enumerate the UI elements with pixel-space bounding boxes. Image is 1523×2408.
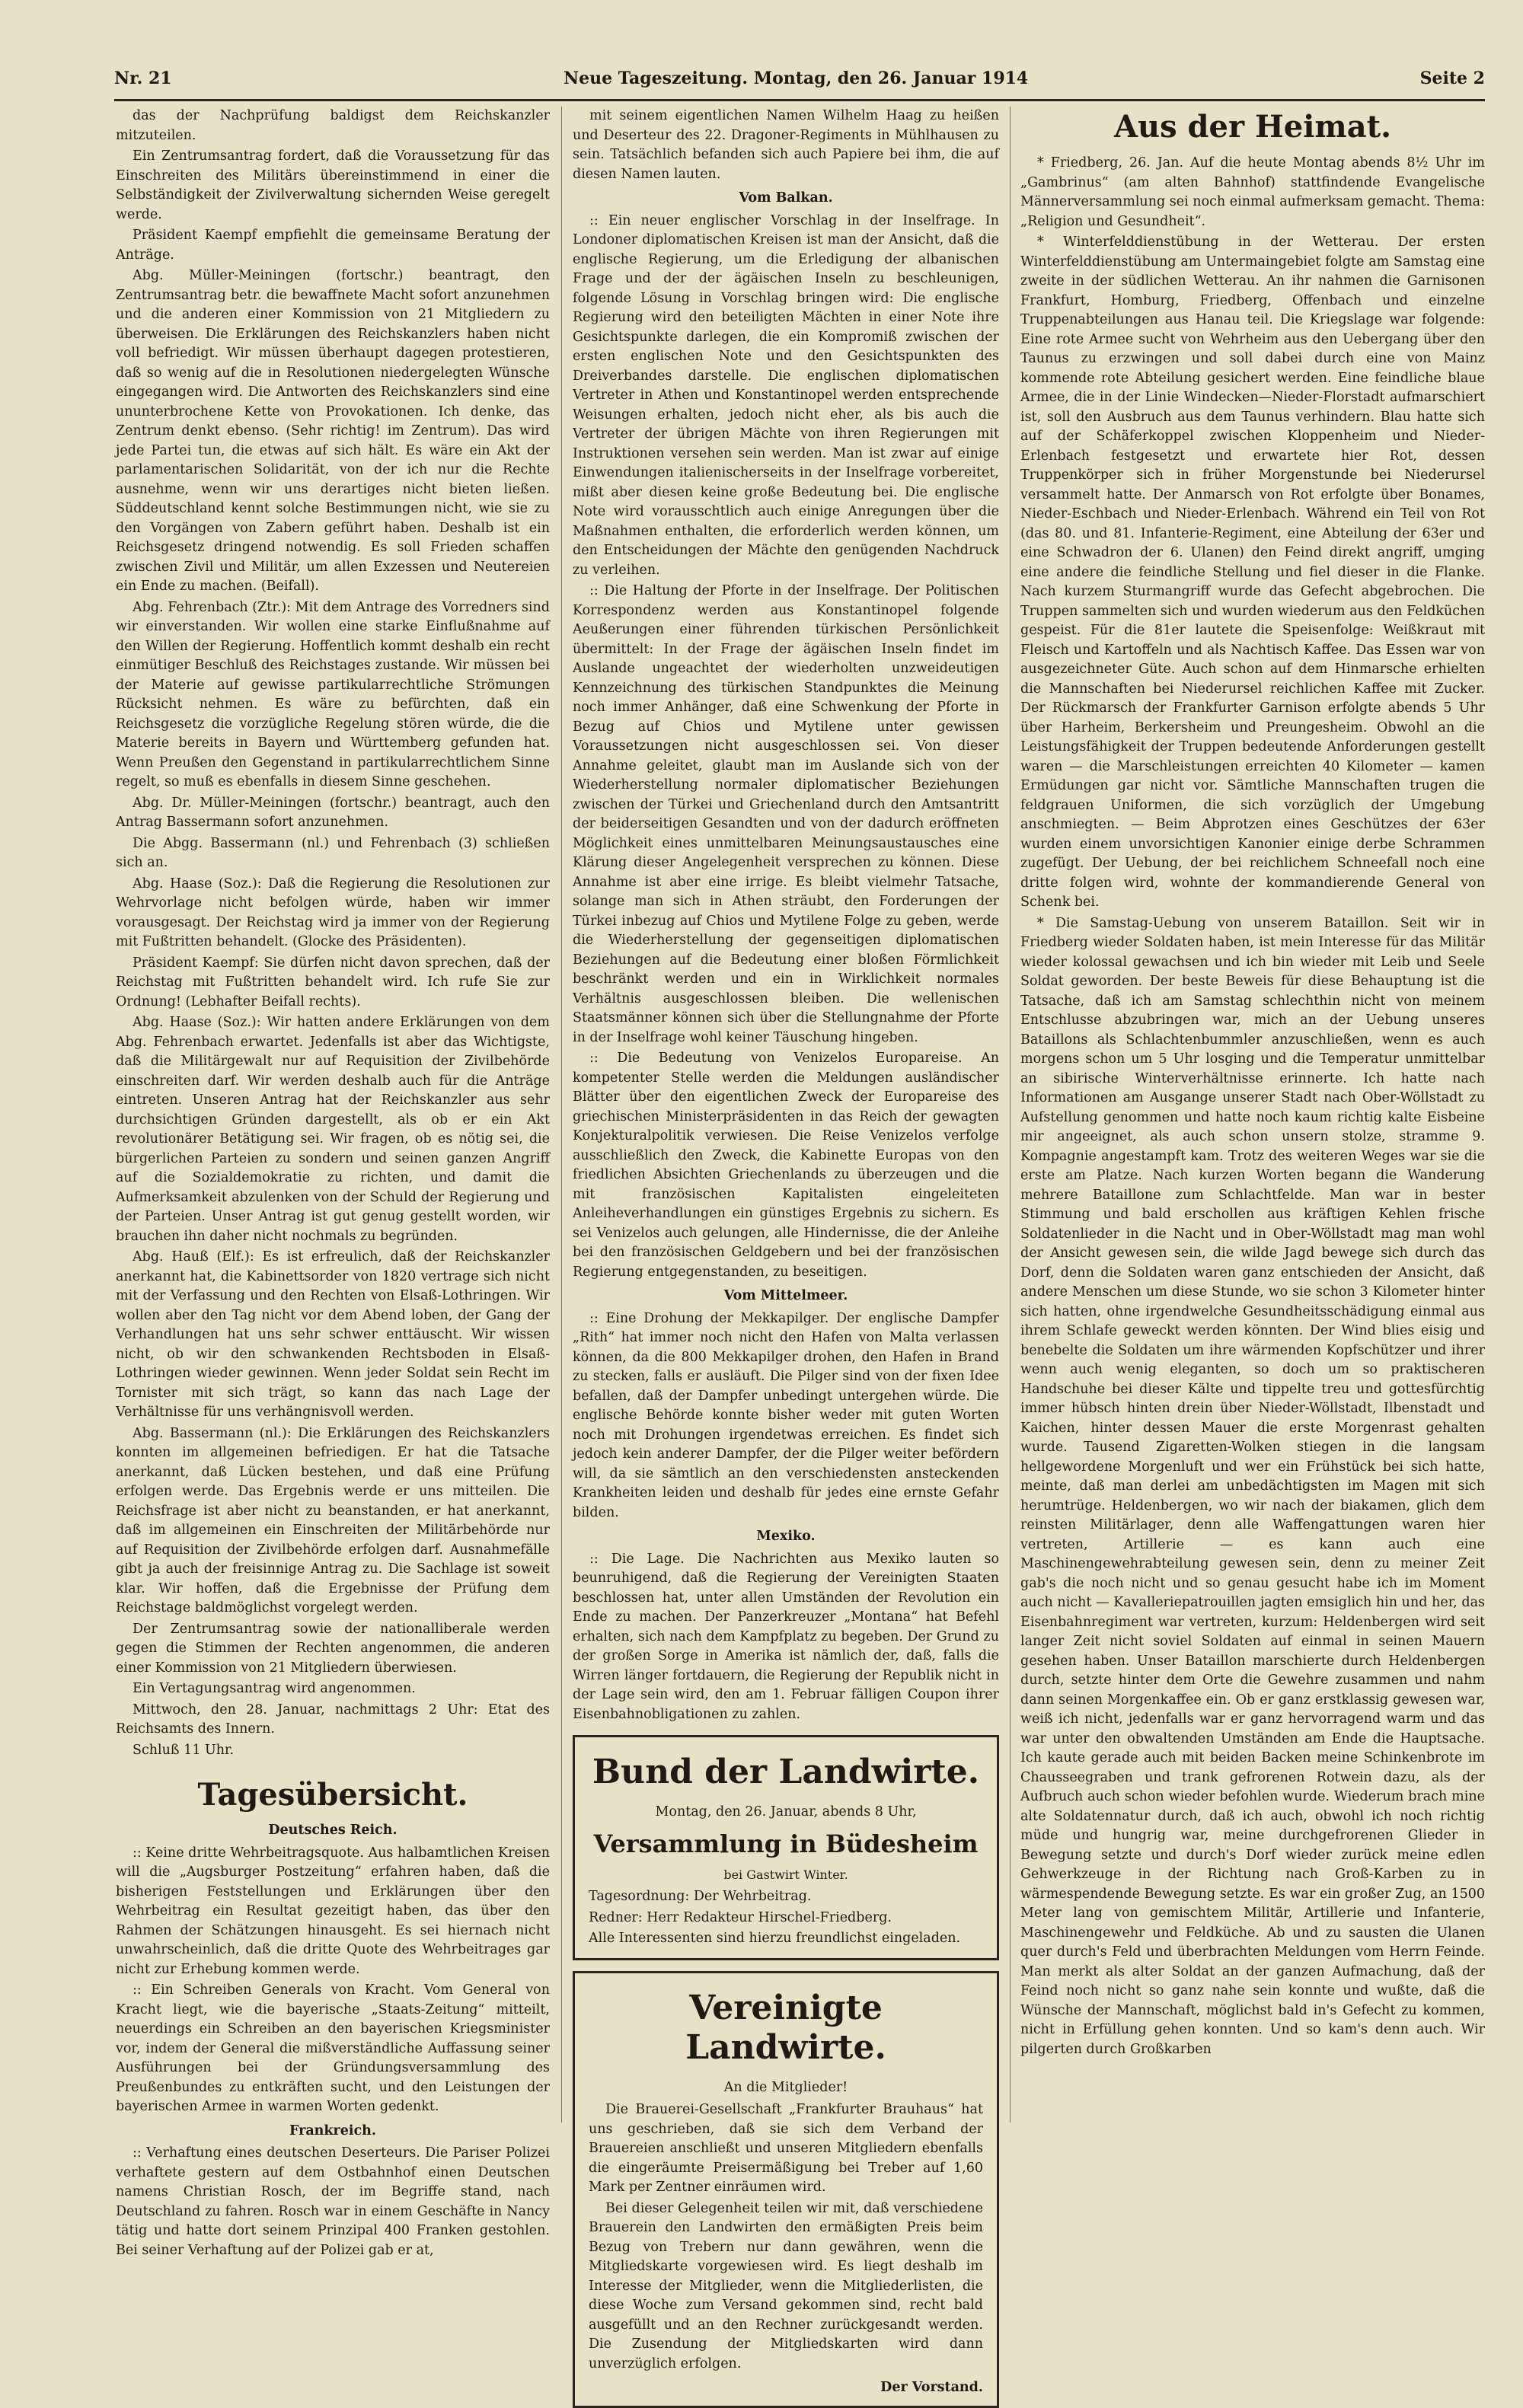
column-divider <box>1010 107 1011 2123</box>
paragraph: :: Die Bedeutung von Venizelos Europareise. An kompetenter Stelle werden die Meldungen ausländischer Blätter über den eigentlichen Zweck der Europareise des griechischen Ministerpräsidenten in das Reich der gewagten Konjekturalpolitik verwiesen. Die Reise Venizelos verfolge ausschließlich den Zweck, die Kabinette Europas von den friedlichen Absichten Griechenlands zu überzeugen und die mit französischen Kapitalisten eingeleiteten Anleiheverhandlungen ein günstiges Ergebnis zu sichern. Es sei Venizelos auch gelungen, alle Hindernisse, die der Anleihe bei den französischen Geldgebern und bei der französischen Regierung entgegenstanden, zu beseitigen. <box>573 1051 999 1280</box>
header-rule <box>114 99 1485 101</box>
issue-number: Nr. 21 <box>114 69 172 88</box>
paragraph: Der Zentrumsantrag sowie der nationalliberale werden gegen die Stimmen der Rechten angenommen, die anderen einer Kommission von 21 Mitgliedern überwiesen. <box>116 1621 550 1676</box>
ad-event: Versammlung in Büdesheim <box>593 1829 979 1858</box>
paragraph: :: Die Lage. Die Nachrichten aus Mexiko lauten so beunruhigend, daß die Regierung der Vereinigten Staaten beschlossen hat, unter allen Umständen der Revolution ein Ende zu machen. Der Panzerkreuzer „Montana“ hat Befehl erhalten, sich nach dem Kampfplatz zu begeben. Der Grund zu der großen Sorge in Amerika ist nämlich der, daß, falls die Wirren länger fortdauern, die Regierung der Republik nicht in der Lage sein wird, den am 1. Februar fälligen Coupon ihrer Eisenbahnobligationen zu zahlen. <box>573 1551 999 1722</box>
masthead-line: Neue Tageszeitung. Montag, den 26. Januar 1914 <box>564 69 1029 88</box>
paragraph: das der Nachprüfung baldigst dem Reichskanzler mitzuteilen. <box>116 108 550 143</box>
paragraph: :: Eine Drohung der Mekkapilger. Der englische Dampfer „Rith“ hat immer noch nicht den Hafen von Malta verlassen können, da die 800 Mekkapilger drohen, den Hafen in Brand zu stecken, falls er ausläuft. Die Pilger sind von der fixen Idee befallen, daß der Dampfer unbedingt untergehen würde. Die englische Behörde konnte bisher weder mit guten Worten noch mit Drohungen irgendetwas erreichen. Es findet sich jedoch kein anderer Dampfer, der die Pilger weiter befördern will, da sie sämtlich an den verschiedensten ansteckenden Krankheiten leiden und deshalb für jedes eine ernste Gefahr bilden. <box>573 1310 999 1520</box>
ad-title: Vereinigte Landwirte. <box>685 1988 886 2067</box>
column-divider <box>561 107 562 2123</box>
paragraph: Abg. Fehrenbach (Ztr.): Mit dem Antrage des Vorredners sind wir einverstanden. Wir wollen eine starke Einflußnahme auf den Willen der Regierung. Hoffentlich kommt deshalb ein recht einmütiger Beschluß des Reichstages zustande. Wir müssen bei der Materie auf gewisse partikularrechtliche Strömungen Rücksicht nehmen. Es wäre zu befürchten, daß ein Reichsgesetz die vorzügliche Regelung stören würde, die die Materie bereits in Bayern und Württemberg gefunden hat. Wenn Preußen den Gegenstand in partikularrechtlichem Sinne regelt, so muß es ebenfalls in diesem Sinne geschehen. <box>116 599 550 789</box>
paragraph: Ein Zentrumsantrag fordert, daß die Voraussetzung für das Einschreiten des Militärs übereinstimmend in einer die Selbständigkeit der Zivilverwaltung sichernden Weise geregelt werde. <box>116 148 550 222</box>
signature: Der Vorstand. <box>880 2380 983 2395</box>
ad-line: Alle Interessenten sind hierzu freundlichst eingeladen. <box>589 1931 961 1946</box>
paragraph: :: Ein neuer englischer Vorschlag in der Inselfrage. In Londoner diplomatischen Kreisen ist man der Ansicht, daß die englische Regierung, um die Erledigung der albanischen Frage und der der ägäischen Inseln zu beschleunigen, folgende Lösung in Vorschlag bringen wird: Die englische Regierung wird den beteiligten Mächten in einer Note ihre Gesichtspunkte darlegen, die ein Kompromiß zwischen der ersten englischen Note und den Gesichtspunkten des Dreiverbandes darstelle. Die englischen diplomatischen Vertreter in Athen und Konstantinopel werden entsprechende Weisungen erhalten, jedoch nicht eher, als bis auch die Vertreter der übrigen Mächte von ihren Regierungen mit Instruktionen versehen sein werden. Man ist zwar auf einige Einwendungen italienischerseits in der Inselfrage vorbereitet, mißt aber diesen keine große Bedeutung bei. Die englische Note wird vorausschtlich auch einige Anregungen über die Maßnahmen enthalten, die erforderlich werden können, um den Entscheidungen der Mächte den genügenden Nachdruck zu verleihen. <box>573 212 999 578</box>
ad-line: Redner: Herr Redakteur Hirschel-Friedberg. <box>589 1909 892 1925</box>
paragraph: Abg. Hauß (Elf.): Es ist erfreulich, daß der Reichskanzler anerkannt hat, die Kabinettsorder von 1820 vertrage sich nicht mit der Verfassung und den Rechten von Elsaß-Lothringen. Wir wollen aber den Tag nicht vor dem Abend loben, der Gang der Verhandlungen hat uns sehr schwer enttäuscht. Wir wissen nicht, ob wir den schwankenden Rechtsboden in Elsaß-Lothringen wieder gewinnen. Wenn jeder Soldat sein Recht im Tornister mit sich trägt, so kann das nach Lage der Verhältnisse für uns verhängnisvoll werden. <box>116 1249 550 1420</box>
paragraph: mit seinem eigentlichen Namen Wilhelm Haag zu heißen und Deserteur des 22. Dragoner-Regiments in Mühlhausen zu sein. Tatsächlich befanden sich auch Papiere bei ihm, die auf diesen Namen lauten. <box>573 108 999 182</box>
page-header <box>114 62 1485 94</box>
ad-place: bei Gastwirt Winter. <box>723 1867 848 1882</box>
advertisement-vereinigte <box>573 1971 999 2408</box>
section-title: Tagesübersicht. <box>197 1777 468 1813</box>
paragraph: Ein Vertagungsantrag wird angenommen. <box>133 1681 416 1696</box>
section-subtitle: Deutsches Reich. <box>268 1823 398 1838</box>
column-right <box>1020 107 1485 2123</box>
paragraph: * Die Samstag-Uebung von unserem Bataillon. Seit wir in Friedberg wieder Soldaten haben, ist mein Interesse für das Militär wieder kolossal gewachsen und ich bin wieder mit Leib und Seele Soldat geworden. Der beste Beweis für diese Behauptung ist die Tatsache, daß ich am Samstag schlechthin nicht von meinem Entschlusse abzubringen war, mich an der Uebung unseres Bataillons als Schlachtenbummler anzuschließen, wenn es auch morgens schon um 5 Uhr losging und die Temperatur unmittelbar an sibirische Winterverhältnisse erinnerte. Ich hatte nach Informationen am Ausgange unserer Stadt nach Ober-Wöllstadt zu Aufstellung genommen und hatte noch kaum richtig kalte Eisbeine mir angeeignet, als auch schon unsern stolze, stramme 9. Kompagnie angestampft kam. Trotz des weiteren Weges war sie die erste am Platze. Nach kurzen Worten begann die Wanderung mehrere Bataillone zum Schlachtfelde. Man war in bester Stimmung und bald erschollen aus kräftigen Kehlen frische Soldatenlieder in die Nacht und in Ober-Wöllstadt mag man wohl der Ansicht gewesen sein, die wilde Jagd bewege sich durch das Dorf, denn die Soldaten waren ganz entschieden der Ansicht, daß andere Menschen um diese Stunde, wo sie schon 3 Kilometer hinter sich hatten, ohne irgendwelche Gesundheitsschädigung einmal aus ihrem Schlafe geweckt werden könnten. Der Wind blies eisig und benebelte die Soldaten um ihre wärmenden Kopfschützer und ihrer wenn auch wenig eleganten, so doch um so praktischeren Handschuhe bei dieser Kälte und tippelte treu und gottesfürchtig immer hübsch hinten drein über Nieder-Wöllstadt, Ilbenstadt und Kaichen, hinter dessen Mauer die erste Morgenrast gehalten wurde. Tausend Zigaretten-Wolken stiegen in die langsam hellgewordene Morgenluft und wer ein Frühstück bei sich hatte, meinte, daß man derlei am unbedächtigsten im Magen mit sich herumtrüge. Heldenbergen, wo wir nach der biakamen, glich dem reinsten Militärlager, denn alle Waffengattungen waren hier vertreten, Artillerie — es kann auch eine Maschinengewehrabteilung gewesen sein, denn zu meiner Zeit gab's die noch nicht und so genau gesucht habe ich im Moment auch nicht — Kavalleriepatrouillen jagten emsiglich hin und her, das Eisenbahnregiment war vertreten, kurzum: Heldenbergen wird seit langer Zeit nicht soviel Soldaten auf einmal in seinen Mauern gesehen haben. Unser Bataillon marschierte durch Heldenbergen durch, setzte hinter dem Orte die Gewehre zusammen und nahm dann seinen Morgenkaffee ein. Ob er ganz erstklassig gewesen war, weiß ich nicht, jedenfalls war er ganz hervorragend warm und das war unter den obwaltenden Umständen am Ende die Hauptsache. Ich kaute gerade auch mit beiden Backen meine Schinkenbrote im Chausseegraben und trank gefrorenen Rotwein dazu, als der Aufbruch auch schon wieder befohlen wurde. Wiederum brach mine alte Soldatennatur durch, daß ich auch, obwohl ich noch richtig müde und hungrig war, meine durchgefrorenen Glieder in Bewegung setzte und durch's Dorf wieder zurück meine edlen Gehwerkzeuge in der Richtung nach Groß-Karben zu in wärmespendende Bewegung setzte. Es war ein großer Zug, an 1500 Meter lang von gemischtem Militär, Artillerie und Infanterie, Maschinengewehr und Feldküche. Ab und zu sausten die Ulanen quer durch's Feld und überbrachten Meldungen vom Herrn Feinde. Man merkt als alter Soldat an der ganzen Aufmachung, daß der Feind noch nicht so ganz nahe sein konnte und wußte, daß die Wünsche der Mannschaft, möglichst bald in's Gefecht zu kommen, nicht in Erfüllung gehen konnten. Und so kam's denn auch. Wir pilgerten durch Großkarben <box>1020 915 1485 2057</box>
paragraph: Abg. Bassermann (nl.): Die Erklärungen des Reichskanzlers konnten im allgemeinen befriedigen. Er hat die Tatsache anerkannt, daß Lücken bestehen, und daß eine Prüfung erfolgen werde. Das Ergebnis werde er uns mitteilen. Die Reichsfrage ist aber nicht zu beanstanden, er hat anerkannt, daß im allgemeinen ein Einschreiten der Militärbehörde nur auf Requisition der Zivilbehörde erfolgen darf. Ausnahmefälle gibt ja auch der freisinnige Antrag zu. Die Sachlage ist soweit klar. Wir hoffen, daß die Ergebnisse der Prüfung dem Reichstage baldmöglichst vorgelegt werden. <box>116 1425 550 1615</box>
paragraph: Präsident Kaempf empfiehlt die gemeinsame Beratung der Anträge. <box>116 228 550 263</box>
paragraph: Schluß 11 Uhr. <box>133 1742 235 1758</box>
paragraph: Die Brauerei-Gesellschaft „Frankfurter Brauhaus“ hat uns geschrieben, daß sie sich dem Verband der Brauereien anschließt und unseren Mitgliedern ebenfalls die eingeräumte Preisermäßigung bei Treber auf 1,60 Mark per Zentner einräumen wird. <box>589 2102 983 2195</box>
paragraph: Abg. Müller-Meiningen (fortschr.) beantragt, den Zentrumsantrag betr. die bewaffnete Macht sofort anzunehmen und die anderen einer Kommission von 21 Mitgliedern zu überweisen. Die Erklärungen des Reichskanzlers haben nicht voll befriedigt. Wir müssen überhaupt dagegen protestieren, daß so wenig auf die in Resolutionen niedergelegten Wünsche eingegangen wird. Die Antworten des Reichskanzlers sind eine ununterbrochene Kette von Provokationen. Ich denke, das Zentrum denkt ebenso. (Sehr richtig! im Zentrum). Das wird jede Partei tun, die etwas auf sich hält. Es wäre ein Akt der parlamentarischen Solidarität, von der ich nur die Rechte ausnehme, wenn wir uns derartiges nicht bieten ließen. Süddeutschland kennt solche Bestimmungen nicht, wie sie zu den Vorgängen von Zabern geführt haben. Deshalb ist ein Reichsgesetz dringend notwendig. Es soll Frieden schaffen zwischen Zivil und Militär, um allen Exzessen und Neutereien ein Ende zu machen. (Beifall). <box>116 268 550 594</box>
section-subtitle: Vom Mittelmeer. <box>723 1288 848 1303</box>
paragraph: Abg. Haase (Soz.): Daß die Regierung die Resolutionen zur Wehrvorlage nicht befolgen würde, haben wir immer vorausgesagt. Der Reichstag wird ja immer von der Regierung mit Fußtritten behandelt. (Glocke des Präsidenten). <box>116 875 550 949</box>
paragraph: :: Ein Schreiben Generals von Kracht. Vom General von Kracht liegt, wie die bayerische „Staats-Zeitung“ mitteilt, neuerdings ein Schreiben an den bayerischen Kriegsminister vor, indem der General die mißverständliche Auffassung seiner Ausführungen bei der Gründungsversammlung des Preußenbundes zu entkräften sucht, und den Leistungen der bayerischen Armee in warmen Worten gedenkt. <box>116 1982 550 2114</box>
paragraph: :: Die Haltung der Pforte in der Inselfrage. Der Politischen Korrespondenz werden aus Konstantinopel folgende Aeußerungen einer führenden türkischen Persönlichkeit übermittelt: In der Frage der ägäischen Inseln findet im Auslande ungeachtet der wiederholten unzweideutigen Kennzeichnung des türkischen Standpunktes die Meinung noch immer Anhänger, daß eine Schwenkung der Pforte in Bezug auf Chios und Mytilene unter gewissen Voraussetzungen nicht ausgeschlossen sei. Von dieser Annahme geleitet, glaubt man im Auslande sich von der Wiederherstellung normaler diplomatischer Beziehungen zwischen der Türkei und Griechenland durch den Amtsantritt der beiderseitigen Gesandten und von der dadurch eröffneten Möglichkeit eines unmittelbaren Meinungsaustausches eine Klärung dieser Angelegenheit versprechen zu können. Diese Annahme ist aber eine irrige. Es bleibt vielmehr Tatsache, solange man sich in Athen sträubt, den Forderungen der Türkei inbezug auf Chios und Mytilene Folge zu geben, werde die Wiederherstellung der gegenseitigen diplomatischen Beziehungen auf die Bedeutung einer bloßen Förmlichkeit beschränkt werden und ein in Wirklichkeit normales Verhältnis ausgeschlossen bleiben. Die wellenischen Staatsmänner können sich über die Stellungnahme der Pforte in der Inselfrage wohl keiner Täuschung hingeben. <box>573 583 999 1045</box>
paragraph: Abg. Haase (Soz.): Wir hatten andere Erklärungen von dem Abg. Fehrenbach erwartet. Jedenfalls ist aber das Wichtigste, daß die Militärgewalt nur auf Requisition der Zivilbehörde einschreiten darf. Wir werden deshalb auch für die Anträge eintreten. Unseren Antrag hat der Reichskanzler aus sehr durchsichtigen Gründen dargestellt, als ob er ein Akt revolutionärer Betätigung sei. Wir fragen, ob es nötig sei, die bürgerlichen Parteien zu sondern und seinen ganzen Angriff auf die Sozialdemokratie zu richten, und damit die Aufmerksamkeit abzulenken von der Schuld der Regierung und der Parteien. Unser Antrag ist gut genug gestellt worden, wir brauchen ihn daher nicht nochmals zu begründen. <box>116 1015 550 1244</box>
ad-line: Tagesordnung: Der Wehrbeitrag. <box>589 1889 812 1904</box>
paragraph: Präsident Kaempf: Sie dürfen nicht davon sprechen, daß der Reichstag mit Fußtritten behandelt wird. Ich rufe Sie zur Ordnung! (Lebhafter Beifall rechts). <box>116 955 550 1009</box>
column-left <box>116 107 550 2258</box>
section-subtitle: Mexiko. <box>756 1529 816 1544</box>
paragraph: Abg. Dr. Müller-Meiningen (fortschr.) beantragt, auch den Antrag Bassermann sofort anzunehmen. <box>116 795 550 830</box>
ad-date: Montag, den 26. Januar, abends 8 Uhr, <box>655 1804 917 1820</box>
paragraph: * Winterfelddienstübung in der Wetterau. Der ersten Winterfelddienstübung am Untermaingebiet folgte am Samstag eine zweite in der südlichen Wetterau. An ihr nahmen die Garnisonen Frankfurt, Homburg, Friedberg, Offenbach und einzelne Truppenabteilungen aus Hanau teil. Die Kriegslage war folgende: Eine rote Armee sucht von Wehrheim aus den Uebergang über den Taunus zu erzwingen und soll dabei durch eine von Mainz kommende rote Abteilung gesichert werden. Eine feindliche blaue Armee, die in der Linie Windecken—Nieder-Florstadt aufmarschiert ist, soll den Ausbruch aus dem Taunus verhindern. Blau hatte sich auf der Schäferkoppel zwischen Kloppenheim und Nieder-Erlenbach festgesetzt und erwartete hier Rot, dessen Truppenkörper sich in früher Morgenstunde bei Niederursel versammelt hatte. Der Anmarsch von Rot erfolgte über Bonames, Nieder-Eschbach und Nieder-Erlenbach. Während ein Teil von Rot (das 80. und 81. Infanterie-Regiment, eine Abteilung der 63er und eine Schwadron der 6. Ulanen) den Feind direkt angriff, umging eine andere die feindliche Stellung und fiel dieser in die Flanke. Nach kurzem Sturmangriff wurde das Gefecht abgebrochen. Die Truppen sammelten sich und wurden wiederum aus den Feldküchen gespeist. Für die 81er lautete die Speisenfolge: Weißkraut mit Fleisch und Kartoffeln und als Nachtisch Kaffee. Das Essen war von ausgezeichneter Güte. Auch schon auf dem Hinmarsche erhielten die Mannschaften bei Niederursel reichlichen Kaffee mit Zucker. Der Rückmarsch der Frankfurter Garnison erfolgte abends 5 Uhr über Harheim, Berkersheim und Preungesheim. Obwohl an die Leistungsfähigkeit der Truppen bedeutende Anforderungen gestellt waren — die Marschleistungen erreichten 40 Kilometer — kamen Ermüdungen gar nicht vor. Sämtliche Mannschaften trugen die feldgrauen Uniformen, die sich vorzüglich der Umgebung anschmiegten. — Beim Abprotzen eines Geschützes der 63er wurden einem unvorsichtigen Kanonier einige derbe Schrammen zugefügt. Der Uebung, der bei reichlichem Schneefall noch eine dritte folgen wird, wohnte der kommandierende General von Schenk bei. <box>1020 234 1485 910</box>
paragraph: Mittwoch, den 28. Januar, nachmittags 2 Uhr: Etat des Reichsamts des Innern. <box>116 1702 550 1737</box>
advertisement-bund <box>573 1735 999 1960</box>
paragraph: Die Abgg. Bassermann (nl.) und Fehrenbach (3) schließen sich an. <box>116 835 550 870</box>
section-subtitle: Vom Balkan. <box>739 190 833 206</box>
column-middle <box>573 107 999 2395</box>
page-number: Seite 2 <box>1419 69 1485 88</box>
paragraph: :: Keine dritte Wehrbeitragsquote. Aus halbamtlichen Kreisen will die „Augsburger Postzeitung“ erfahren haben, daß die bisherigen Feststellungen und Erklärungen über den Wehrbeitrag ein Resultat gezeitigt haben, das über den Rahmen der Schätzungen hinausgeht. Es sei hiernach nicht unwahrscheinlich, daß die dritte Quote des Wehrbeitrages gar nicht zur Erhebung kommen werde. <box>116 1845 550 1977</box>
paragraph: * Friedberg, 26. Jan. Auf die heute Montag abends 8½ Uhr im „Gambrinus“ (am alten Bahnhof) stattfindende Evangelische Männerversammlung sei noch einmal aufmerksam gemacht. Thema: „Religion und Gesundheit“. <box>1020 155 1485 229</box>
section-subtitle: Frankreich. <box>289 2123 376 2138</box>
paragraph: :: Verhaftung eines deutschen Deserteurs. Die Pariser Polizei verhaftete gestern auf dem Ostbahnhof einen Deutschen namens Christian Rosch, der im Begriffe stand, nach Deutschland zu fahren. Rosch war in einem Geschäfte in Nancy tätig und hatte dort seinem Prinzipal 400 Franken gestohlen. Bei seiner Verhaftung auf der Polizei gab er at, <box>116 2145 550 2258</box>
ad-title: Bund der Landwirte. <box>592 1753 980 1791</box>
paragraph: Bei dieser Gelegenheit teilen wir mit, daß verschiedene Brauerein den Landwirten den ermäßigten Preis beim Bezug von Trebern nur dann gewähren, wenn die Mitgliedskarte vorgewiesen wird. Es liegt deshalb im Interesse der Mitglieder, wenn die Mitgliederlisten, die diese Woche zum Versand gekommen sind, recht bald ausgefüllt und an den Rechner zurückgesandt werden. Die Zusendung der Mitgliedskarten wird dann unverzüglich erfolgen. <box>589 2200 983 2371</box>
section-title: Aus der Heimat. <box>1113 109 1392 145</box>
ad-subtitle: An die Mitglieder! <box>723 2079 848 2095</box>
